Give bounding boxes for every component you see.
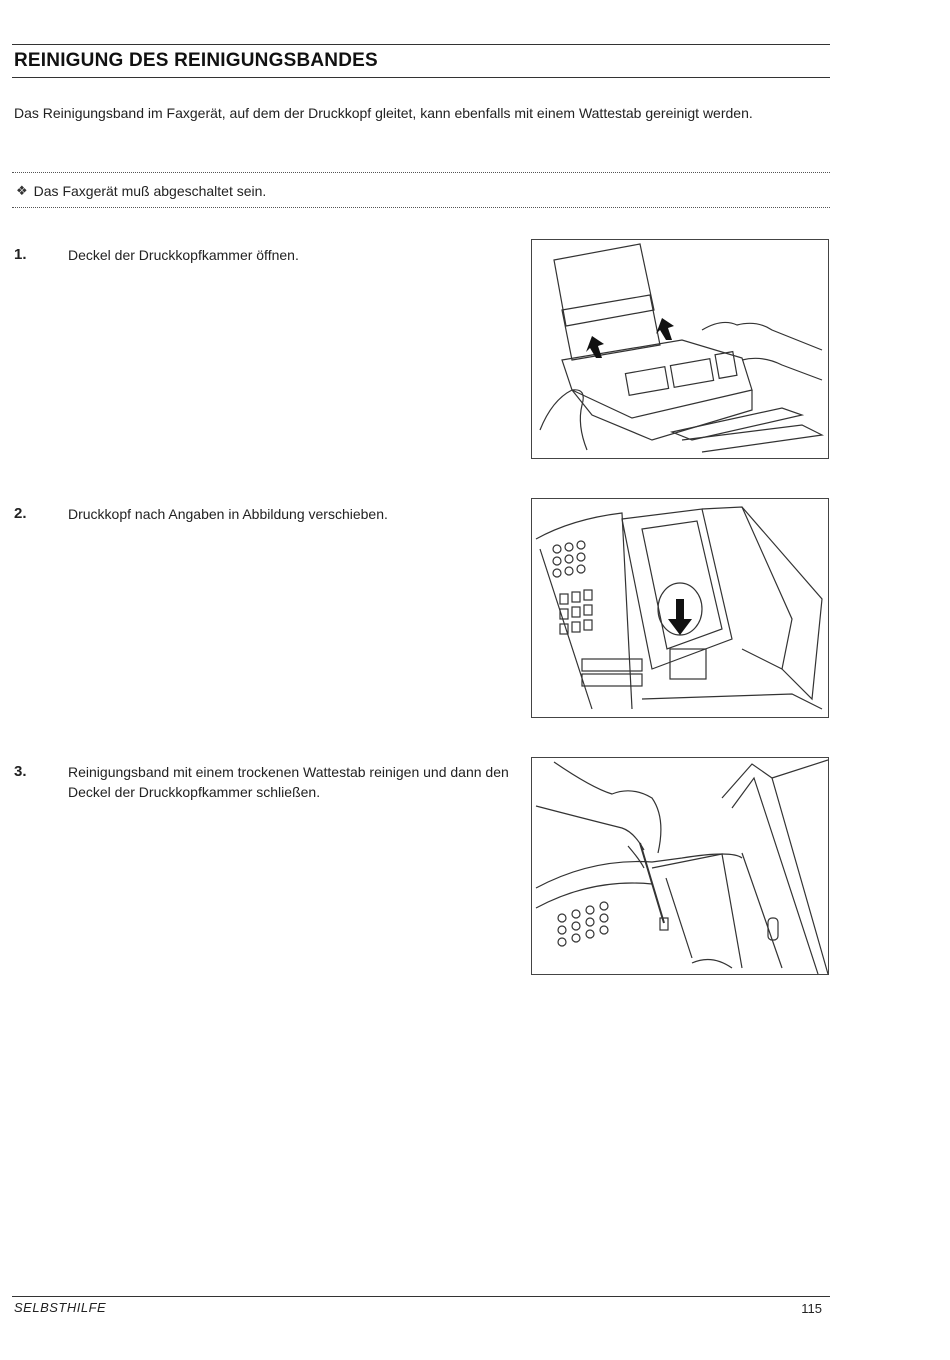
footer-section-label: SELBSTHILFE	[14, 1300, 107, 1315]
figure-open-cover	[531, 239, 829, 459]
step-number: 1.	[14, 246, 27, 263]
note-bottom-rule	[12, 207, 830, 208]
note-top-rule	[12, 172, 830, 173]
figure-move-printhead	[531, 498, 829, 718]
page-number: 115	[801, 1301, 822, 1316]
footer-rule	[12, 1296, 830, 1297]
title-underline	[12, 77, 830, 78]
page-title: REINIGUNG DES REINIGUNGSBANDES	[14, 50, 378, 71]
diamond-bullet-icon: ❖	[16, 183, 28, 198]
step-text: Deckel der Druckkopfkammer öffnen.	[68, 247, 299, 263]
step-number: 3.	[14, 763, 27, 780]
figure-clean-band	[531, 757, 829, 975]
top-rule	[12, 44, 830, 45]
intro-paragraph: Das Reinigungsband im Faxgerät, auf dem der Druckkopf gleitet, kann ebenfalls mit einem Wattestab gereinigt werden.	[14, 105, 753, 121]
step-text: Reinigungsband mit einem trockenen Wattestab reinigen und dann den Deckel der Druckkopfkammer schließen.	[68, 764, 509, 800]
step-number: 2.	[14, 505, 27, 522]
step-text: Druckkopf nach Angaben in Abbildung verschieben.	[68, 506, 388, 522]
note-line	[16, 183, 266, 199]
note-text: Das Faxgerät muß abgeschaltet sein.	[33, 183, 267, 199]
